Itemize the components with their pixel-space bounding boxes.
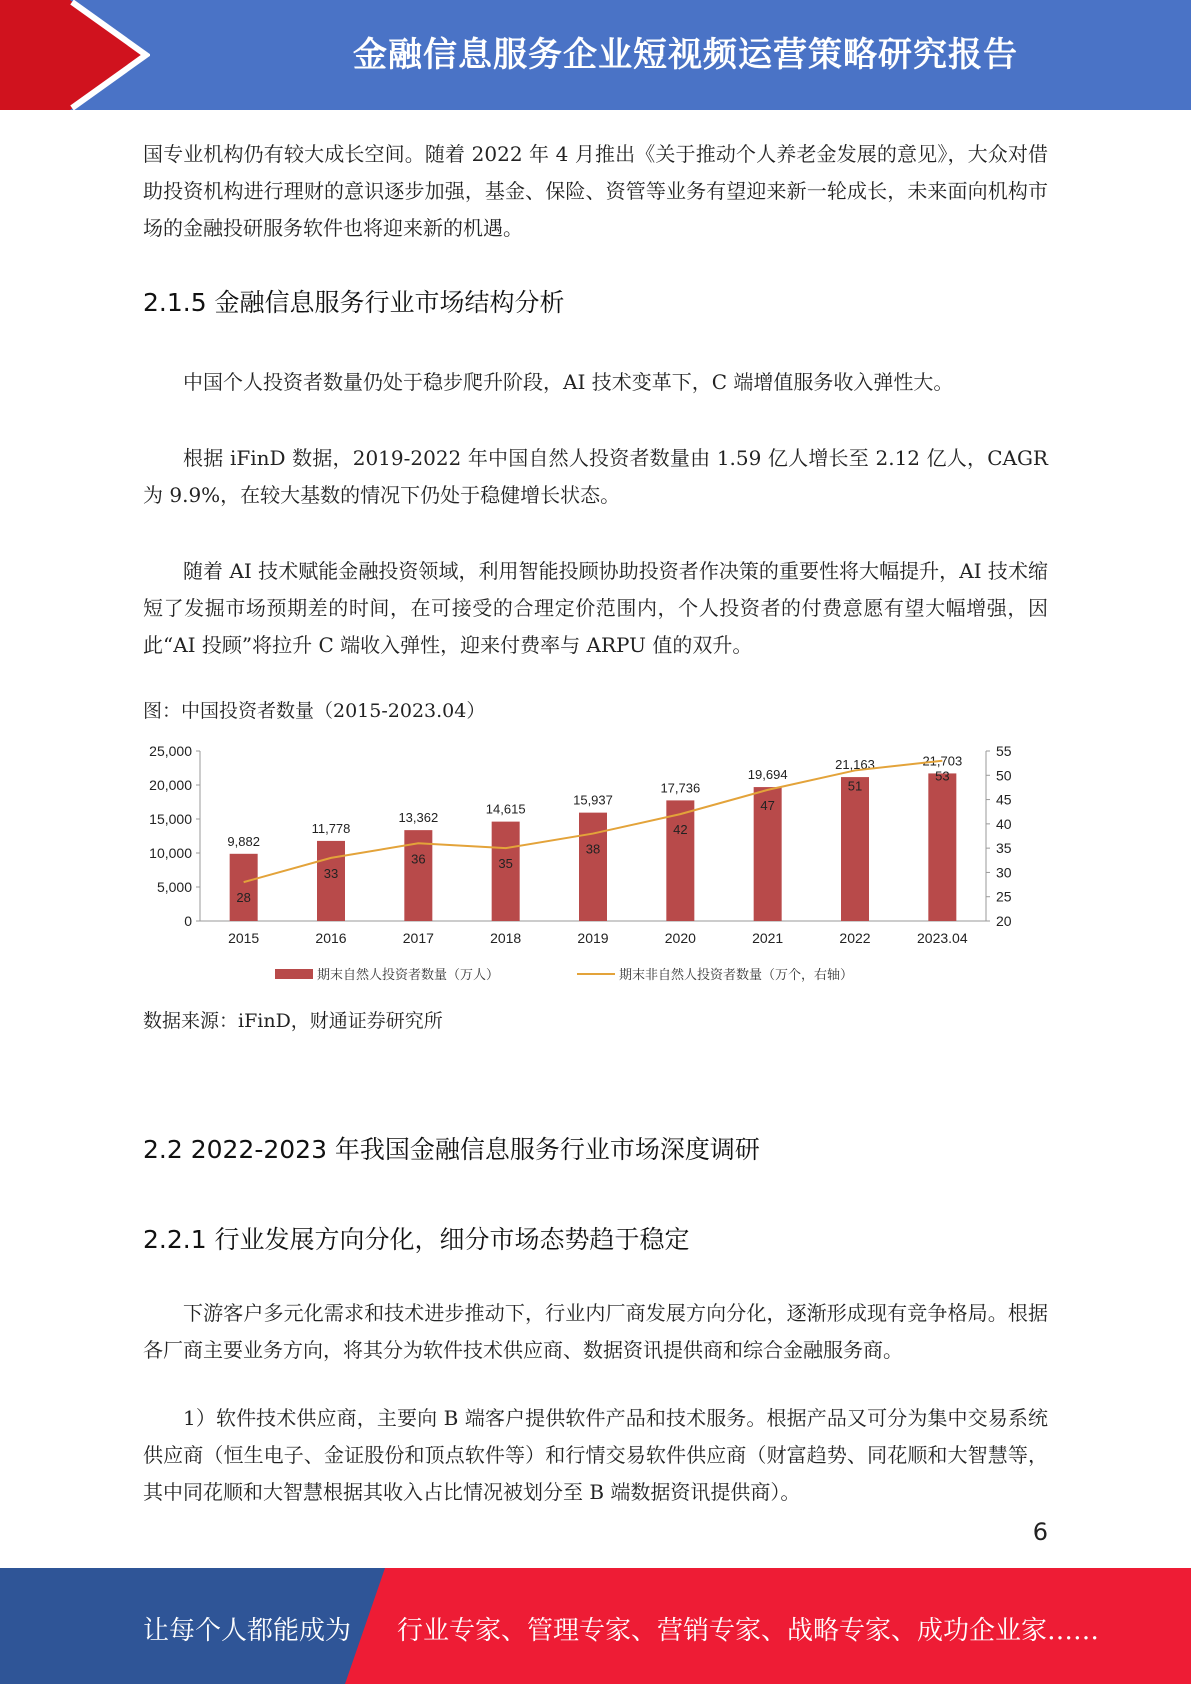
bar xyxy=(230,854,258,921)
x-axis-tick-label: 2018 xyxy=(490,930,522,946)
right-axis-tick-label: 25 xyxy=(996,888,1012,905)
figure-caption: 图：中国投资者数量（2015-2023.04） xyxy=(143,700,486,722)
x-axis-tick-label: 2023.04 xyxy=(917,930,968,946)
investor-count-chart xyxy=(140,735,1040,995)
header-arrow-decoration xyxy=(0,0,150,110)
x-axis-tick-label: 2017 xyxy=(402,930,434,946)
bar-value-label: 13,362 xyxy=(398,810,439,826)
right-axis-tick-label: 55 xyxy=(996,743,1012,759)
report-title: 金融信息服务企业短视频运营策略研究报告 xyxy=(353,35,1018,75)
paragraph-investor-growth: 中国个人投资者数量仍处于稳步爬升阶段，AI 技术变革下，C 端增值服务收入弹性大。 xyxy=(183,370,954,394)
bar xyxy=(841,777,869,921)
line-value-label: 36 xyxy=(411,851,426,867)
x-axis-tick-label: 2022 xyxy=(839,930,871,946)
left-axis-tick-label: 25,000 xyxy=(149,743,192,759)
x-axis-tick-label: 2016 xyxy=(315,930,347,946)
line-value-label: 35 xyxy=(498,856,513,872)
line-value-label: 47 xyxy=(760,797,775,813)
bar xyxy=(666,800,694,921)
left-axis-tick-label: 5,000 xyxy=(156,879,192,895)
heading-2-1-5: 2.1.5 金融信息服务行业市场结构分析 xyxy=(143,288,565,317)
paragraph-intro: 国专业机构仍有较大成长空间。随着 2022 年 4 月推出《关于推动个人养老金发展的意见》，大众对借助投资机构进行理财的意识逐步加强，基金、保险、资管等业务有望迎来新一轮成长，未来面向机构市场的金融投研服务软件也将迎来新的机遇。 xyxy=(143,142,1048,240)
bar-value-label: 11,778 xyxy=(311,820,351,836)
right-axis-tick-label: 45 xyxy=(996,791,1012,808)
bar-value-label: 21,163 xyxy=(835,757,875,773)
footer-slogan: 让每个人都能成为 xyxy=(143,1616,352,1646)
heading-2-2: 2.2 2022-2023 年我国金融信息服务行业市场深度调研 xyxy=(143,1135,760,1164)
bar-value-label: 9,882 xyxy=(227,833,260,849)
left-axis-tick-label: 15,000 xyxy=(149,811,192,827)
line-value-label: 42 xyxy=(673,822,688,838)
line-value-label: 33 xyxy=(323,865,339,881)
bar xyxy=(492,822,520,921)
right-axis-tick-label: 20 xyxy=(996,913,1012,929)
footer-roles: 行业专家、管理专家、营销专家、战略专家、成功企业家…… xyxy=(397,1616,1100,1646)
bar xyxy=(579,813,607,921)
paragraph-ai-advisor: 随着 AI 技术赋能金融投资领域，利用智能投顾协助投资者作决策的重要性将大幅提升，AI 技术缩短了发掘市场预期差的时间，在可接受的合理定价范围内，个人投资者的付费意愿有望大幅增强，因此“AI 投顾”将拉升 C 端收入弹性，迎来付费率与 ARPU 值的双升。 xyxy=(143,559,1048,657)
line-value-label: 53 xyxy=(935,768,950,784)
bar-value-label: 17,736 xyxy=(660,780,701,796)
paragraph-ifind-data: 根据 iFinD 数据，2019-2022 年中国自然人投资者数量由 1.59 亿人增长至 2.12 亿人，CAGR 为 9.9%，在较大基数的情况下仍处于稳健增长状态。 xyxy=(143,446,1048,507)
data-source: 数据来源：iFinD，财通证券研究所 xyxy=(143,1010,443,1032)
page-number: 6 xyxy=(1032,1518,1048,1546)
legend-bar-label: 期末自然人投资者数量（万人） xyxy=(317,968,500,983)
heading-2-2-1: 2.2.1 行业发展方向分化，细分市场态势趋于稳定 xyxy=(143,1225,690,1254)
bar-value-label: 15,937 xyxy=(573,792,613,808)
paragraph-market-differentiation: 下游客户多元化需求和技术进步推动下，行业内厂商发展方向分化，逐渐形成现有竞争格局。根据各厂商主要业务方向，将其分为软件技术供应商、数据资讯提供商和综合金融服务商。 xyxy=(143,1301,1048,1362)
right-axis-tick-label: 35 xyxy=(996,840,1012,857)
bar-value-label: 14,615 xyxy=(485,801,526,817)
left-axis-tick-label: 20,000 xyxy=(149,777,192,793)
x-axis-tick-label: 2015 xyxy=(228,930,260,946)
right-axis-tick-label: 50 xyxy=(996,767,1012,784)
x-axis-tick-label: 2020 xyxy=(664,930,696,946)
bar xyxy=(317,841,345,921)
paragraph-software-suppliers: 1）软件技术供应商，主要向 B 端客户提供软件产品和技术服务。根据产品又可分为集中交易系统供应商（恒生电子、金证股份和顶点软件等）和行情交易软件供应商（财富趋势、同花顺和大智慧等，其中同花顺和大智慧根据其收入占比情况被划分至 B 端数据资讯提供商）。 xyxy=(143,1406,1048,1504)
line-value-label: 38 xyxy=(585,841,601,857)
right-axis-tick-label: 40 xyxy=(996,815,1012,832)
line-value-label: 51 xyxy=(847,778,863,794)
bar xyxy=(928,773,956,921)
right-axis-tick-label: 30 xyxy=(996,864,1012,881)
line-value-label: 28 xyxy=(236,890,251,906)
bar-value-label: 21,703 xyxy=(922,753,963,769)
bar-value-label: 19,694 xyxy=(747,767,788,783)
legend-bar-swatch xyxy=(275,969,313,979)
x-axis-tick-label: 2021 xyxy=(752,930,784,946)
x-axis-tick-label: 2019 xyxy=(577,930,609,946)
legend-line-label: 期末非自然人投资者数量（万个，右轴） xyxy=(619,968,854,983)
left-axis-tick-label: 10,000 xyxy=(149,845,192,861)
left-axis-tick-label: 0 xyxy=(184,913,192,929)
